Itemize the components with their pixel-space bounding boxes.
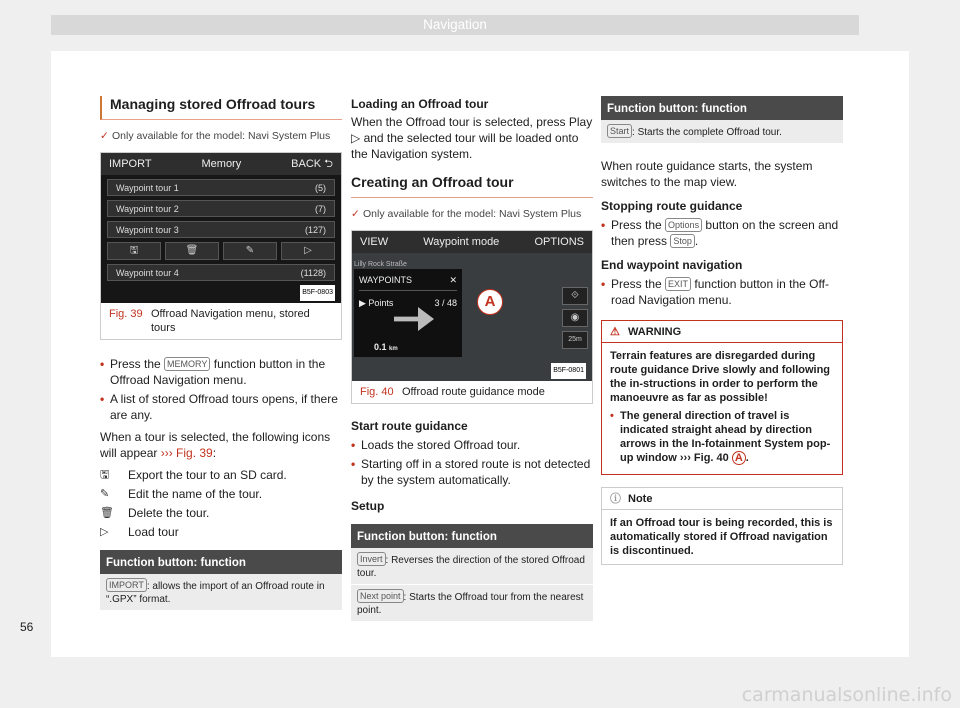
street-label: Lilly Rock Straße <box>354 261 407 268</box>
table-row: Invert : Reverses the direction of the stored Offroad tour. <box>351 548 593 585</box>
tour-row[interactable]: Waypoint tour 3 (127) <box>107 221 335 238</box>
play-icon[interactable]: ▷ <box>281 242 335 260</box>
list-item: • Starting off in a stored route is not detected by the system automatically. <box>351 456 593 488</box>
list-item: • Loads the stored Offroad tour. <box>351 437 593 453</box>
page-number: 56 <box>20 620 34 634</box>
table-header: Function button: function <box>100 550 342 574</box>
function-table <box>601 96 843 144</box>
column-1 <box>100 96 342 611</box>
subheading: Start route guidance <box>351 419 468 433</box>
note-box: ⓘ Note If an Offroad tour is being recorded, this is automatically stored if Offroad navigation is discontinued. <box>601 487 843 565</box>
warning-box: ⚠ WARNING Terrain features are disregarded during route guidance Drive slowly and following the in-structions in order to perform the manoeuvre as far as possible! • The general direction of travel is indicated straight ahead by direction arrows in the In-fotainment System pop-up window ››› Fig. 40 A . <box>601 320 843 475</box>
sd-card-icon[interactable]: 🖫 <box>107 242 161 260</box>
marker-a: A <box>477 289 503 315</box>
function-table <box>351 524 593 622</box>
memory-key: MEMORY <box>164 357 210 371</box>
tour-actions <box>107 242 335 260</box>
section-header: Navigation <box>51 15 859 35</box>
pencil-icon: ✎ <box>100 488 110 500</box>
figure-number: Fig. 39 <box>109 308 143 320</box>
table-header: Function button: function <box>601 96 843 120</box>
waypoint-screen <box>352 231 592 381</box>
center-icon[interactable]: ◉ <box>562 309 588 327</box>
subheading: End waypoint navigation <box>601 258 743 272</box>
view-button[interactable]: VIEW <box>360 236 389 248</box>
availability-note: ✓ Only available for the model: Navi System Plus <box>363 206 593 222</box>
subheading: Stopping route guidance <box>601 199 743 213</box>
subheading: Loading an Offroad tour <box>351 97 489 111</box>
table-row: Start : Starts the complete Offroad tour. <box>601 120 843 144</box>
close-icon[interactable]: ✕ <box>449 275 457 285</box>
paragraph: When a tour is selected, the following icons will appear ››› Fig. 39: <box>100 430 331 460</box>
paragraph: When route guidance starts, the system switches to the map view. <box>601 159 813 189</box>
list-item: • Press the MEMORY function button in the Offroad Navigation menu. <box>100 356 342 388</box>
column-3 <box>601 96 843 565</box>
figure-number: Fig. 40 <box>360 386 394 398</box>
screen-title: Memory <box>201 158 242 170</box>
import-button[interactable]: IMPORT <box>109 158 152 170</box>
function-table <box>100 550 342 611</box>
figure-code: B5F-0803 <box>300 285 335 301</box>
icon-row: 🖫 Export the tour to an SD card. <box>100 468 287 482</box>
list-item: • Press the Options button on the screen and then press Stop . <box>601 217 843 249</box>
watermark: carmanualsonline.info <box>741 684 952 706</box>
table-header: Function button: function <box>351 524 593 548</box>
subheading: Setup <box>351 499 385 513</box>
figure-39 <box>100 152 342 340</box>
trash-icon: 🗑 <box>100 507 114 519</box>
tour-row[interactable]: Waypoint tour 1 (5) <box>107 179 335 196</box>
list-item: • A list of stored Offroad tours opens, if there are any. <box>100 391 342 423</box>
icon-row: 🗑 Delete the tour. <box>100 506 210 520</box>
figure-40 <box>351 230 593 404</box>
pencil-icon[interactable]: ✎ <box>223 242 277 260</box>
warning-icon: ⚠ <box>610 326 620 338</box>
memory-screen <box>101 153 341 303</box>
note-text: If an Offroad tour is being recorded, this is automatically stored if Offroad navigation is discontinued. <box>610 517 833 557</box>
figure-code: B5F-0801 <box>551 363 586 379</box>
info-icon: ⓘ <box>610 493 621 505</box>
table-row: IMPORT : allows the import of an Offroad route in “.GPX” format. <box>100 574 342 611</box>
sd-card-icon: 🖫 <box>100 469 110 481</box>
warning-text: Terrain features are disregarded during route guidance Drive slowly and following the in-structions in order to perform the manoeuvre as far as possible! <box>610 350 831 404</box>
availability-note: ✓ Only available for the model: Navi System Plus <box>112 128 342 144</box>
back-button[interactable]: BACK ⮌ <box>291 158 333 170</box>
play-icon: ▷ <box>100 526 109 538</box>
screen-title: Waypoint mode <box>423 236 500 248</box>
icon-row: ▷ Load tour <box>100 525 179 539</box>
paragraph: When the Offroad tour is selected, press Play ▷ and the selected tour will be loaded onto the Navigation system. <box>351 115 593 161</box>
compass-icon[interactable]: ⟐ <box>562 287 588 305</box>
column-2 <box>351 96 593 622</box>
list-item: • The general direction of travel is indicated straight ahead by direction arrows in the In-fotainment System pop-up window ››› Fig. 40 A . <box>610 409 834 465</box>
list-item: • Press the EXIT function button in the Off-road Navigation menu. <box>601 276 843 308</box>
table-row: Next point : Starts the Offroad tour from the nearest point. <box>351 585 593 622</box>
waypoints-panel: WAYPOINTS ✕ ▶ Points 3 / 48 0.1 km <box>354 269 462 357</box>
figure-caption: Fig. 39 Offroad Navigation menu, stored tours <box>109 308 310 334</box>
tour-row[interactable]: Waypoint tour 4 (1128) <box>107 264 335 281</box>
trash-icon[interactable]: 🗑 <box>165 242 219 260</box>
figure-caption: Fig. 40 Offroad route guidance mode <box>360 386 545 398</box>
page <box>51 51 909 657</box>
options-button[interactable]: OPTIONS <box>534 236 584 248</box>
section-title: Creating an Offroad tour <box>351 174 593 198</box>
tour-row[interactable]: Waypoint tour 2 (7) <box>107 200 335 217</box>
section-title: Managing stored Offroad tours <box>100 96 342 120</box>
scale-control[interactable]: 25m <box>562 331 588 349</box>
icon-row: ✎ Edit the name of the tour. <box>100 487 263 501</box>
